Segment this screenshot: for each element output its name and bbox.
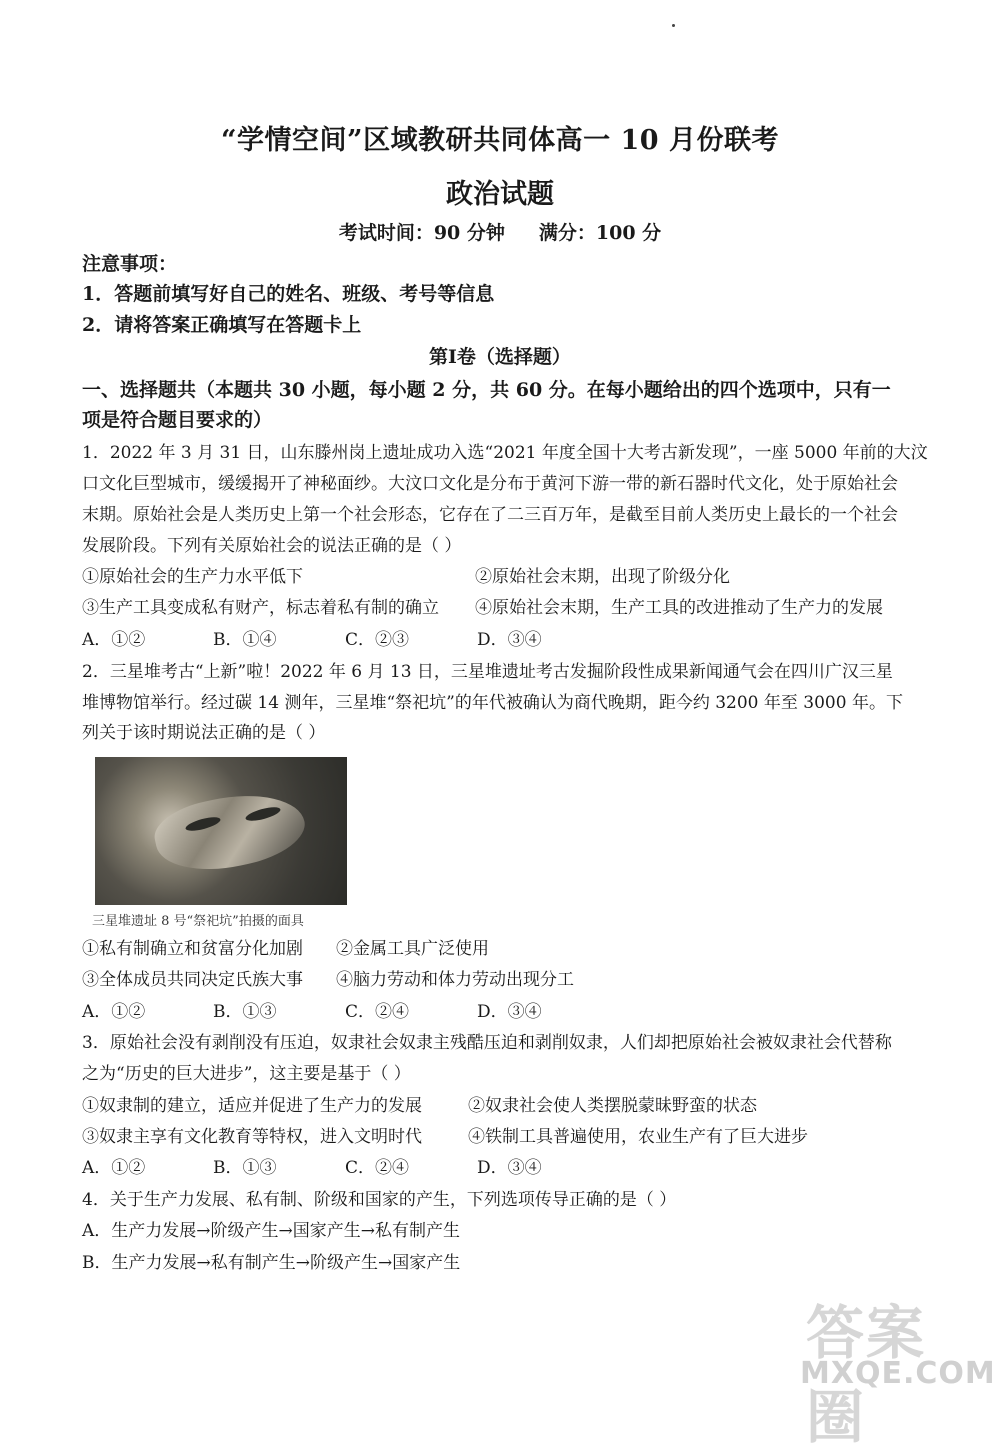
statement: ①奴隶制的建立，适应并促进了生产力的发展 bbox=[82, 1096, 422, 1116]
statement: ③奴隶主享有文化教育等特权，进入文明时代 bbox=[82, 1127, 422, 1147]
question-1-text: 口文化巨型城市，缓缓揭开了神秘面纱。大汶口文化是分布于黄河下游一带的新石器时代文化，处于原始社会 bbox=[82, 474, 898, 494]
subject-title: 政治试题 bbox=[446, 179, 554, 210]
choice: A．①② bbox=[82, 630, 146, 650]
choice: D．③④ bbox=[477, 630, 542, 650]
bronze-mask-photo bbox=[95, 757, 347, 905]
site-watermark bbox=[800, 1286, 996, 1451]
choice: B．生产力发展→私有制产生→阶级产生→国家产生 bbox=[82, 1253, 461, 1273]
exam-title: “学情空间”区域教研共同体高一 10 月份联考 bbox=[221, 125, 779, 156]
statement: ①原始社会的生产力水平低下 bbox=[82, 567, 303, 587]
question-2-text: 2．三星堆考古“上新”啦！2022 年 6 月 13 日，三星堆遗址考古发掘阶段性成果新闻通气会在四川广汉三星 bbox=[82, 662, 893, 682]
statement: ③全体成员共同决定氏族大事 bbox=[82, 970, 303, 990]
choice: A．①② bbox=[82, 1002, 146, 1022]
statement: ③生产工具变成私有财产，标志着私有制的确立 bbox=[82, 598, 439, 618]
section-instruction: 一、选择题共（本题共 30 小题，每小题 2 分，共 60 分。在每小题给出的四个选项中，只有一 bbox=[82, 379, 891, 401]
choice: C．②③ bbox=[345, 630, 410, 650]
notes-heading: 注意事项： bbox=[82, 253, 178, 275]
note-item: 1．答题前填写好自己的姓名、班级、考号等信息 bbox=[82, 283, 495, 305]
statement: ②金属工具广泛使用 bbox=[336, 939, 489, 959]
statement: ④原始社会末期，生产工具的改进推动了生产力的发展 bbox=[475, 598, 883, 618]
choice: A．①② bbox=[82, 1158, 146, 1178]
photo-caption: 三星堆遗址 8 号“祭祀坑”拍摄的面具 bbox=[92, 914, 304, 929]
section-instruction: 项是符合题目要求的） bbox=[82, 409, 273, 431]
statement: ④脑力劳动和体力劳动出现分工 bbox=[336, 970, 574, 990]
question-3-text: 3．原始社会没有剥削没有压迫，奴隶社会奴隶主残酷压迫和剥削奴隶，人们却把原始社会被奴隶社会代替称 bbox=[82, 1033, 892, 1053]
exam-info bbox=[0, 218, 1000, 245]
statement: ④铁制工具普遍使用，农业生产有了巨大进步 bbox=[468, 1127, 808, 1147]
statement: ①私有制确立和贫富分化加剧 bbox=[82, 939, 303, 959]
question-1-text: 末期。原始社会是人类历史上第一个社会形态，它存在了二三百万年，是截至目前人类历史上最长的一个社会 bbox=[82, 505, 898, 525]
statement: ②原始社会末期，出现了阶级分化 bbox=[475, 567, 730, 587]
watermark-logo-text: 答案圈 bbox=[806, 1299, 927, 1451]
question-2-text: 堆博物馆举行。经过碳 14 测年，三星堆“祭祀坑”的年代被确认为商代晚期，距今约 3200 年至 3000 年。下 bbox=[82, 693, 903, 713]
choice: A．生产力发展→阶级产生→国家产生→私有制产生 bbox=[82, 1221, 461, 1241]
question-3-text: 之为“历史的巨大进步”，这主要是基于（ ） bbox=[82, 1064, 411, 1084]
statement: ②奴隶社会使人类摆脱蒙昧野蛮的状态 bbox=[468, 1096, 757, 1116]
section-title: 第Ⅰ卷（选择题） bbox=[429, 346, 571, 368]
choice: B．①④ bbox=[213, 630, 277, 650]
question-4-text: 4．关于生产力发展、私有制、阶级和国家的产生，下列选项传导正确的是（ ） bbox=[82, 1190, 677, 1210]
question-1-text: 发展阶段。下列有关原始社会的说法正确的是（ ） bbox=[82, 536, 462, 556]
watermark-url: MXQE.COM bbox=[800, 1356, 996, 1391]
question-2-text: 列关于该时期说法正确的是（ ） bbox=[82, 723, 326, 743]
exam-time: 考试时间：90 分钟 bbox=[338, 222, 505, 244]
choice: C．②④ bbox=[345, 1002, 410, 1022]
scan-speck bbox=[672, 24, 675, 27]
choice: D．③④ bbox=[477, 1002, 542, 1022]
question-1-text: 1．2022 年 3 月 31 日，山东滕州岗上遗址成功入选“2021 年度全国十大考古新发现”，一座 5000 年前的大汶 bbox=[82, 443, 928, 463]
choice: C．②④ bbox=[345, 1158, 410, 1178]
full-score: 满分：100 分 bbox=[538, 222, 662, 244]
choice: B．①③ bbox=[213, 1158, 277, 1178]
note-item: 2．请将答案正确填写在答题卡上 bbox=[82, 314, 362, 336]
choice: D．③④ bbox=[477, 1158, 542, 1178]
choice: B．①③ bbox=[213, 1002, 277, 1022]
